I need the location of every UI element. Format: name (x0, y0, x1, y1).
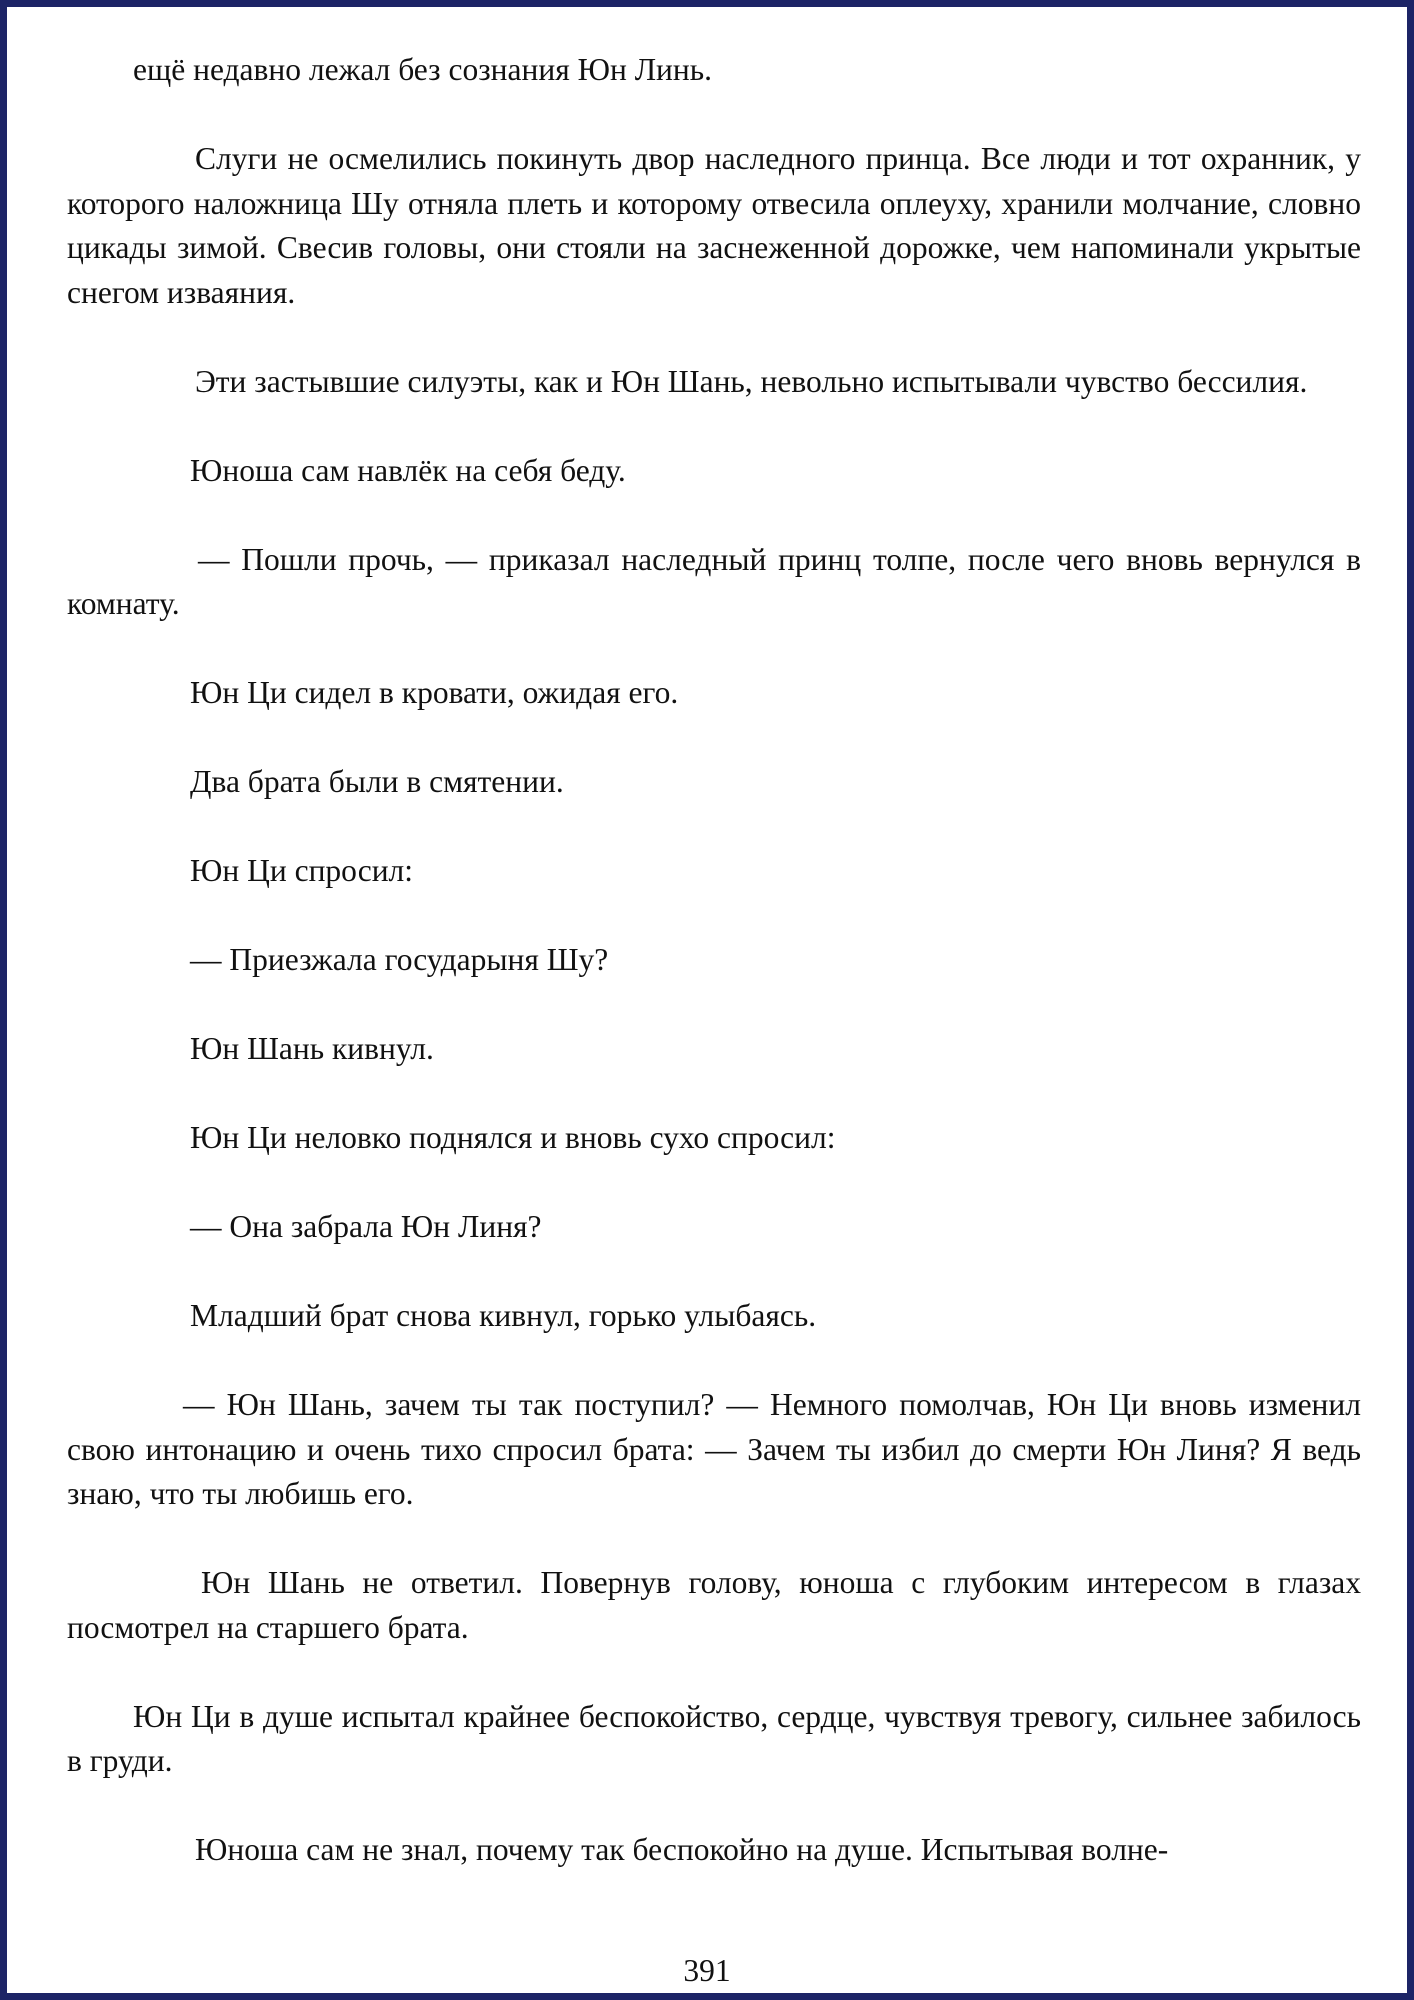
paragraph: Юн Ци неловко поднялся и вновь сухо спросил: (190, 1120, 836, 1155)
paragraph: Юноша сам навлёк на себя беду. (190, 452, 626, 488)
paragraph: Юн Ци сидел в кровати, ожидая его. (190, 675, 679, 710)
paragraph: ещё недавно лежал без сознания Юн Линь. (133, 52, 713, 87)
paragraph: Юноша сам не знал, почему так беспокойно на душе. Испытывая волне- (195, 1832, 1169, 1867)
page-number: 391 (683, 1953, 731, 1988)
paragraph: Юн Ци в душе испытал крайнее беспокойство, сердце, чувствуя тревогу, сильнее забилось в груди. (67, 1698, 1361, 1778)
paragraph: — Приезжала государыня Шу? (190, 942, 609, 977)
paragraph: Два брата были в смятении. (190, 764, 564, 799)
page-body (67, 48, 1361, 1873)
paragraph: — Пошли прочь, — приказал наследный принц толпе, после чего вновь вернулся в комнату. (67, 541, 1361, 621)
paragraph: Юн Ци спросил: (190, 853, 414, 888)
paragraph: Юн Шань кивнул. (190, 1031, 434, 1066)
paragraph: — Она забрала Юн Линя? (190, 1209, 542, 1244)
paragraph: Эти застывшие силуэты, как и Юн Шань, невольно испытывали чувство бессилия. (195, 363, 1308, 399)
paragraph: — Юн Шань, зачем ты так поступил? — Немного помолчав, Юн Ци вновь изменил свою интонацию и очень тихо спросил брата: — Зачем ты избил до смерти Юн Линя? Я ведь знаю, что ты любишь его. (67, 1387, 1361, 1511)
paragraph: Слуги не осмелились покинуть двор наследного принца. Все люди и тот охранник, у которого наложница Шу отняла плеть и которому отвесила оплеуху, хранили молчание, словно цикады зимой. Свесив головы, они стояли на заснеженной дорожке, чем напоминали укрытые снегом изваяния. (67, 141, 1361, 310)
paragraph: Юн Шань не ответил. Повернув голову, юноша с глубоким интересом в глазах посмотрел на старшего брата. (67, 1565, 1361, 1645)
paragraph: Младший брат снова кивнул, горько улыбаясь. (190, 1298, 817, 1333)
